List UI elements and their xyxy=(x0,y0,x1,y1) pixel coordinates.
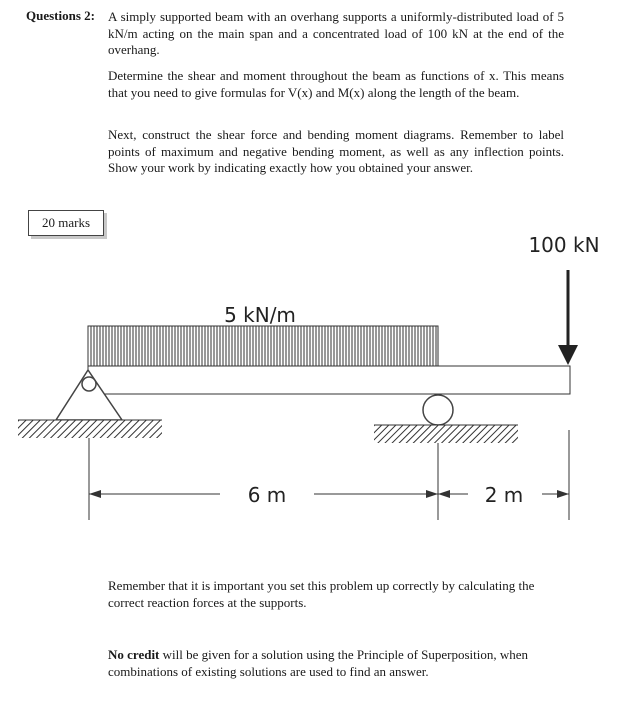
distributed-load-label: 5 kN/m xyxy=(224,303,296,327)
question-paragraph-3: Next, construct the shear force and bending moment diagrams. Remember to label points of maximum and negative bending moment, as well as any inflection points. Show your work by indicating exactly how you obtained your answer. xyxy=(108,127,564,175)
roller-ground-hatch xyxy=(374,425,518,443)
beam xyxy=(88,366,570,394)
pin-ground-hatch xyxy=(18,420,162,438)
pin-hinge xyxy=(82,377,96,391)
dimension-overhang: 2 m xyxy=(484,483,524,507)
distributed-load-block xyxy=(88,326,438,366)
point-load-label: 100 kN xyxy=(528,233,600,257)
question-paragraph-1: A simply supported beam with an overhang supports a uniformly-distributed load of 5 kN/m acting on the main span and a concentrated load of 100 kN at the end of the overhang. xyxy=(108,9,564,57)
reminder-note: Remember that it is important you set this problem up correctly by calculating the correct reaction forces at the supports. xyxy=(108,578,535,610)
question-paragraph-2: Determine the shear and moment throughout the beam as functions of x. This means that you need to give formulas for V(x) and M(x) along the length of the beam. xyxy=(108,68,564,100)
marks-box: 20 marks xyxy=(28,210,104,236)
no-credit-rest: will be given for a solution using the Principle of Superposition, when combinations of existing solutions are used to find an answer. xyxy=(108,647,529,679)
no-credit-note xyxy=(108,647,570,680)
question-label: Questions 2: xyxy=(26,8,95,23)
dimension-main-span: 6 m xyxy=(247,483,287,507)
roller-support xyxy=(423,395,453,425)
no-credit-bold: No credit xyxy=(108,647,160,662)
point-load-arrowhead xyxy=(558,345,578,365)
